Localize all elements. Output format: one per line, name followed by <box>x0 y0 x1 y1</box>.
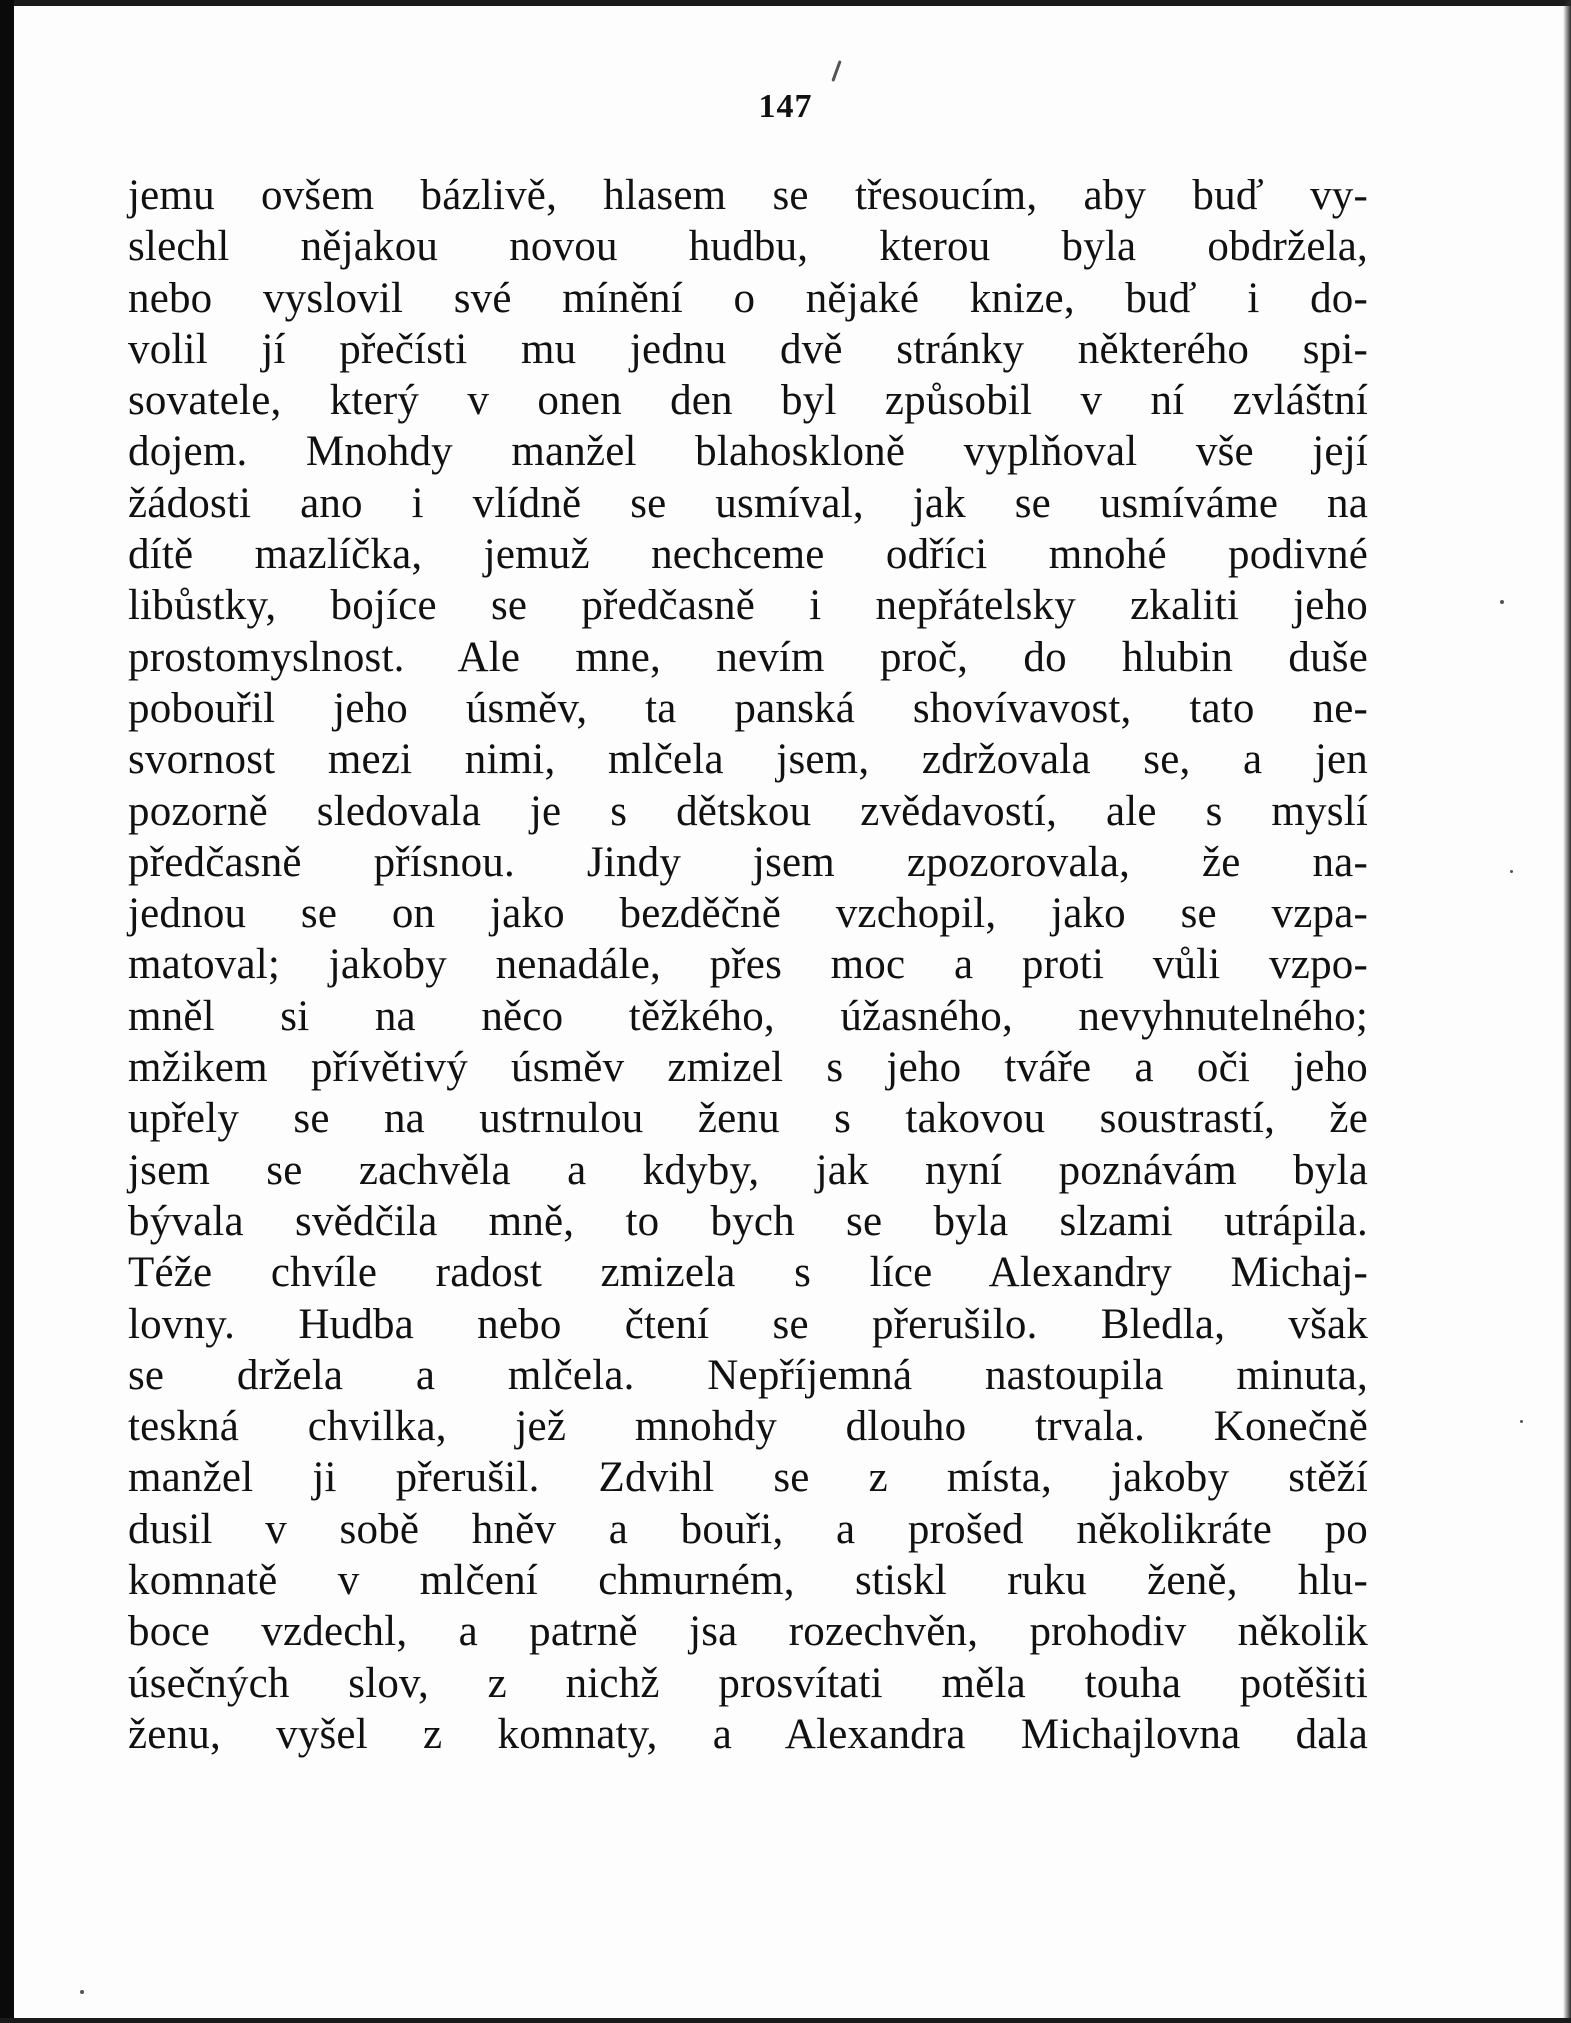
text-line: dusil v sobě hněv a bouři, a prošed několikráte po <box>128 1505 1368 1553</box>
text-line: jsem se zachvěla a kdyby, jak nyní poznávám byla <box>128 1146 1368 1194</box>
text-line: úsečných slov, z nichž prosvítati měla touha potěšiti <box>128 1659 1368 1707</box>
text-line: matoval; jakoby nenadále, přes moc a proti vůli vzpo- <box>128 941 1368 989</box>
text-line: předčasně přísnou. Jindy jsem zpozorovala, že na- <box>128 838 1368 886</box>
text-line: se držela a mlčela. Nepříjemná nastoupila minuta, <box>128 1351 1368 1399</box>
text-line: prostomyslnost. Ale mne, nevím proč, do hlubin duše <box>128 633 1368 681</box>
scan-bottom-edge <box>0 2018 1571 2023</box>
text-line: mněl si na něco těžkého, úžasného, nevyhnutelného; <box>128 992 1368 1040</box>
text-line: komnatě v mlčení chmurném, stiskl ruku ženě, hlu- <box>128 1557 1368 1605</box>
text-line: boce vzdechl, a patrně jsa rozechvěn, prohodiv několik <box>128 1608 1368 1656</box>
text-line: dojem. Mnohdy manžel blahoskloně vyplňoval vše její <box>128 428 1368 476</box>
scan-speck <box>831 60 841 82</box>
text-line: upřely se na ustrnulou ženu s takovou soustrastí, že <box>128 1095 1368 1143</box>
text-line: pozorně sledovala je s dětskou zvědavostí, ale s myslí <box>128 787 1368 835</box>
text-line: Téže chvíle radost zmizela s líce Alexandry Michaj- <box>128 1249 1368 1297</box>
text-line: nebo vyslovil své mínění o nějaké knize, buď i do- <box>128 274 1368 322</box>
text-line: žádosti ano i vlídně se usmíval, jak se usmíváme na <box>128 479 1368 527</box>
text-line: ženu, vyšel z komnaty, a Alexandra Michajlovna dala <box>128 1710 1368 1758</box>
text-line: pobouřil jeho úsměv, ta panská shovívavost, tato ne- <box>128 684 1368 732</box>
text-line: svornost mezi nimi, mlčela jsem, zdržovala se, a jen <box>128 736 1368 784</box>
text-line: jemu ovšem bázlivě, hlasem se třesoucím, aby buď vy- <box>128 172 1368 219</box>
text-line: libůstky, bojíce se předčasně i nepřátelsky zkaliti jeho <box>128 582 1368 630</box>
text-line: bývala svědčila mně, to bych se byla slzami utrápila. <box>128 1197 1368 1245</box>
scan-speck <box>1500 600 1504 604</box>
text-line: manžel ji přerušil. Zdvihl se z místa, jakoby stěží <box>128 1454 1368 1502</box>
text-line: jednou se on jako bezděčně vzchopil, jako se vzpa- <box>128 890 1368 938</box>
scan-top-edge <box>0 0 1571 6</box>
text-line: sovatele, který v onen den byl způsobil v ní zvláštní <box>128 377 1368 425</box>
scan-speck <box>1510 870 1513 873</box>
page-number: 147 <box>758 88 813 125</box>
text-line: dítě mazlíčka, jemuž nechceme odříci mnohé podivné <box>128 531 1368 579</box>
scan-speck <box>1520 1420 1523 1423</box>
text-line: mžikem přívětivý úsměv zmizel s jeho tváře a oči jeho <box>128 1044 1368 1092</box>
scan-speck <box>80 1990 84 1994</box>
body-text <box>128 170 1368 1760</box>
text-line: slechl nějakou novou hudbu, kterou byla obdržela, <box>128 223 1368 271</box>
text-line: volil jí přečísti mu jednu dvě stránky některého spi- <box>128 325 1368 373</box>
text-line: teskná chvilka, jež mnohdy dlouho trvala. Konečně <box>128 1403 1368 1451</box>
scan-left-edge <box>0 0 14 2023</box>
text-line: lovny. Hudba nebo čtení se přerušilo. Bledla, však <box>128 1300 1368 1348</box>
scan-right-edge <box>1563 0 1571 2023</box>
